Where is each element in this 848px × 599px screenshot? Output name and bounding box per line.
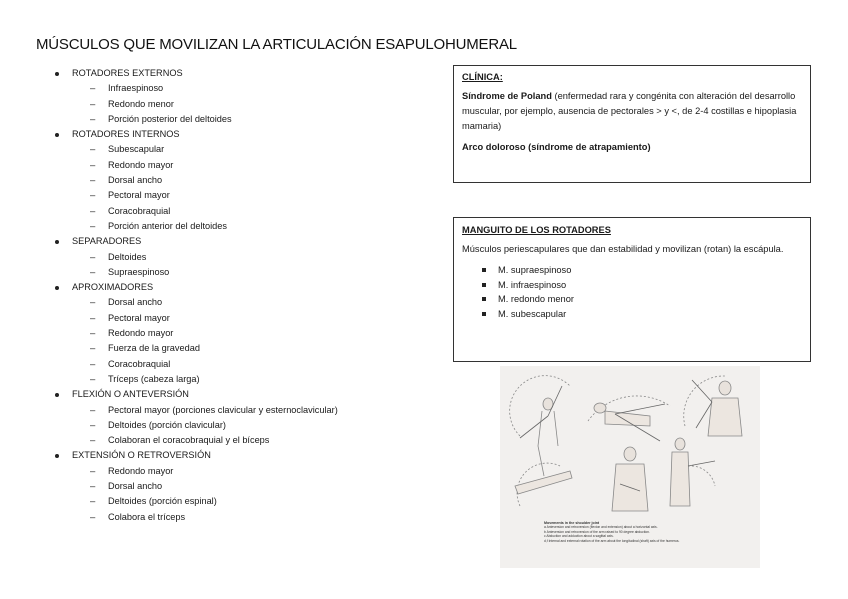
outline-subitem: – Colabora el tríceps xyxy=(50,510,430,525)
outline-subitem: – Dorsal ancho xyxy=(50,173,430,188)
outline-subitem: – Redondo menor xyxy=(50,97,430,112)
manguito-description: Músculos periescapulares que dan estabilidad y movilizan (rotan) la escápula. xyxy=(462,244,784,254)
shoulder-movements-figure xyxy=(500,366,760,568)
muscle-outline-list xyxy=(50,66,430,525)
figure-caption-line: d,f Internal and external rotation of the arm about the longitudinal (shaft) axis of the humerus. xyxy=(544,538,680,543)
outline-subitem: – Dorsal ancho xyxy=(50,479,430,494)
outline-subitem: – Coracobraquial xyxy=(50,357,430,372)
manguito-heading: MANGUITO DE LOS ROTADORES xyxy=(462,225,611,235)
outline-subitem: – Fuerza de la gravedad xyxy=(50,341,430,356)
outline-subitem: – Colaboran el coracobraquial y el bíceps xyxy=(50,433,430,448)
outline-subitem: – Redondo mayor xyxy=(50,158,430,173)
outline-subitem: – Porción posterior del deltoides xyxy=(50,112,430,127)
poland-term: Síndrome de Poland xyxy=(462,91,552,101)
page-title: MÚSCULOS QUE MOVILIZAN LA ARTICULACIÓN ESAPULOHUMERAL xyxy=(36,36,517,53)
poland-paragraph xyxy=(462,89,802,134)
outline-category: ROTADORES INTERNOS xyxy=(50,127,430,142)
outline-category: ROTADORES EXTERNOS xyxy=(50,66,430,81)
manguito-rotadores-box xyxy=(453,217,811,362)
outline-subitem: – Deltoides (porción clavicular) xyxy=(50,418,430,433)
outline-subitem: – Subescapular xyxy=(50,142,430,157)
outline-category: SEPARADORES xyxy=(50,234,430,249)
outline-subitem: – Pectoral mayor xyxy=(50,311,430,326)
figure-caption-line: b Anteversion and retroversion of the arm raised to 90 degree abduction. xyxy=(544,529,650,534)
outline-category: EXTENSIÓN O RETROVERSIÓN xyxy=(50,448,430,463)
outline-subitem: – Porción anterior del deltoides xyxy=(50,219,430,234)
outline-subitem: – Pectoral mayor (porciones clavicular y esternoclavicular) xyxy=(50,403,430,418)
list-item: M. infraespinoso xyxy=(462,278,802,293)
poland-description: (enfermedad rara y congénita con alteración del desarrollo muscular, por ejemplo, ausencia de pectorales > y <, de 2-4 costillas e hipoplasia mamaria) xyxy=(462,91,797,131)
outline-subitem: – Coracobraquial xyxy=(50,204,430,219)
outline-subitem: – Infraespinoso xyxy=(50,81,430,96)
outline-subitem: – Redondo mayor xyxy=(50,326,430,341)
outline-subitem: – Redondo mayor xyxy=(50,464,430,479)
outline-subitem: – Dorsal ancho xyxy=(50,295,430,310)
clinica-heading: CLÍNICA: xyxy=(462,72,503,82)
arco-doloroso xyxy=(462,140,802,155)
arco-doloroso-text: Arco doloroso (síndrome de atrapamiento) xyxy=(462,142,651,152)
outline-subitem: – Pectoral mayor xyxy=(50,188,430,203)
outline-subitem: – Tríceps (cabeza larga) xyxy=(50,372,430,387)
outline-subitem: – Deltoides (porción espinal) xyxy=(50,494,430,509)
clinica-box xyxy=(453,65,811,183)
figure-caption-title: Movements in the shoulder joint xyxy=(544,521,600,525)
figure-caption-line: c Abduction and adduction about a sagittal axis. xyxy=(544,534,614,539)
outline-category: APROXIMADORES xyxy=(50,280,430,295)
manguito-list xyxy=(462,263,802,321)
list-item: M. subescapular xyxy=(462,307,802,322)
shoulder-movements-illustration xyxy=(500,366,760,516)
figure-caption xyxy=(544,521,744,543)
outline-subitem: – Deltoides xyxy=(50,250,430,265)
outline-category: FLEXIÓN O ANTEVERSIÓN xyxy=(50,387,430,402)
list-item: M. redondo menor xyxy=(462,292,802,307)
list-item: M. supraespinoso xyxy=(462,263,802,278)
figure-caption-line: a Anteversion and retroversion (flexion and extension) about a horizontal axis. xyxy=(544,525,658,530)
outline-subitem: – Supraespinoso xyxy=(50,265,430,280)
